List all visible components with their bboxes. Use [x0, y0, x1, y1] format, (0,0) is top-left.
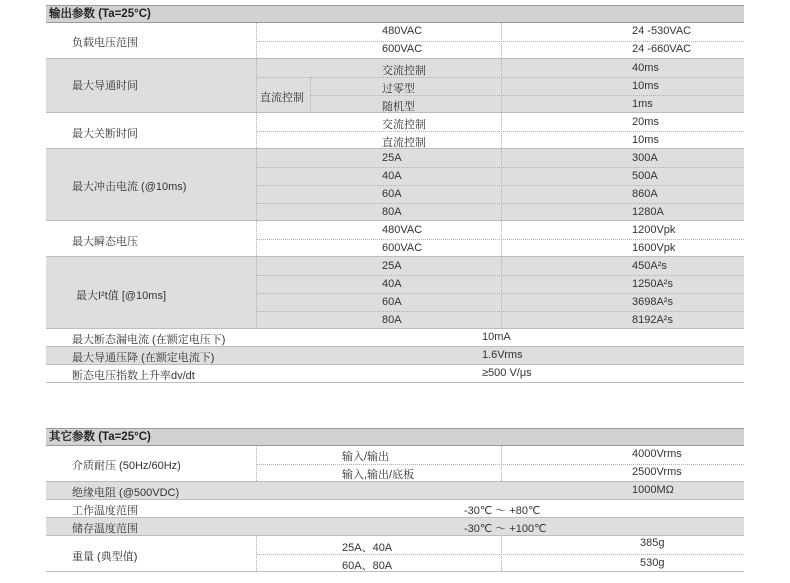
- spec-cell: 25A: [382, 260, 402, 272]
- value-cell: 10ms: [632, 134, 659, 146]
- dv-dt-label: 断态电压指数上升率dv/dt: [72, 370, 195, 382]
- spec-cell: 直流控制: [382, 137, 426, 149]
- value-cell: 40ms: [632, 62, 659, 74]
- value-cell: 24 -660VAC: [632, 43, 692, 55]
- output-section-title: 输出参数 (Ta=25°C): [46, 5, 744, 23]
- spec-cell: 600VAC: [382, 43, 423, 55]
- load-voltage-label: 负载电压范围: [72, 37, 138, 49]
- spec-cell: 25A、40A: [342, 542, 393, 554]
- dv-dt-value: ≥500 V/μs: [482, 367, 532, 379]
- dielectric-label: 介质耐压 (50Hz/60Hz): [72, 460, 181, 472]
- value-cell: 500A: [632, 170, 658, 182]
- operating-temp-value: -30℃ ～ +80℃: [464, 505, 541, 517]
- max-i2t-group: [46, 257, 744, 329]
- insulation-label: 绝缘电阻 (@500VDC): [72, 487, 180, 499]
- max-off-time-group: [46, 113, 744, 149]
- spec-cell: 输入,输出/底板: [342, 469, 415, 481]
- operating-temp-label: 工作温度范围: [72, 505, 138, 517]
- on-voltage-drop-label: 最大导通压降 (在额定电流下): [72, 352, 215, 364]
- spec-cell: 80A: [382, 314, 402, 326]
- spec-cell: 60A: [382, 296, 402, 308]
- dc-control-sublabel: 直流控制: [260, 92, 304, 104]
- value-cell: 24 -530VAC: [632, 25, 692, 37]
- spec-cell: 60A、80A: [342, 560, 393, 572]
- dielectric-group: [46, 446, 744, 482]
- value-cell: 300A: [632, 152, 658, 164]
- max-transient-voltage-label: 最大瞬态电压: [72, 236, 138, 248]
- value-cell: 530g: [640, 557, 665, 569]
- value-cell: 450A²s: [632, 260, 667, 272]
- spec-cell: 输入/输出: [342, 451, 390, 463]
- spec-cell: 40A: [382, 170, 402, 182]
- on-voltage-drop-value: 1.6Vrms: [482, 349, 523, 361]
- value-cell: 4000Vrms: [632, 448, 682, 460]
- value-cell: 385g: [640, 537, 665, 549]
- value-cell: 1ms: [632, 98, 653, 110]
- off-leakage-label: 最大断态漏电流 (在额定电压下): [72, 334, 226, 346]
- insulation-value: 1000MΩ: [632, 484, 674, 496]
- operating-temp-row: [46, 500, 744, 518]
- spec-cell: 60A: [382, 188, 402, 200]
- value-cell: 1280A: [632, 206, 664, 218]
- spec-cell: 40A: [382, 278, 402, 290]
- value-cell: 2500Vrms: [632, 466, 682, 478]
- max-surge-current-group: [46, 149, 744, 221]
- dv-dt-row: [46, 365, 744, 383]
- off-leakage-value: 10mA: [482, 331, 511, 343]
- weight-label: 重量 (典型值): [72, 551, 138, 563]
- max-on-time-group: [46, 59, 744, 113]
- value-cell: 1250A²s: [632, 278, 673, 290]
- spec-cell: 交流控制: [382, 119, 426, 131]
- spec-cell: 480VAC: [382, 224, 423, 236]
- other-parameters-table: [46, 428, 744, 578]
- value-cell: 1600Vpk: [632, 242, 676, 254]
- spec-cell: 过零型: [382, 83, 415, 95]
- storage-temp-value: -30℃ ～ +100℃: [464, 523, 547, 535]
- other-section-title: 其它参数 (Ta=25°C): [46, 428, 744, 446]
- spec-cell: 25A: [382, 152, 402, 164]
- weight-group: [46, 536, 744, 572]
- spec-cell: 随机型: [382, 101, 415, 113]
- value-cell: 3698A²s: [632, 296, 673, 308]
- value-cell: 1200Vpk: [632, 224, 676, 236]
- max-surge-current-label: 最大冲击电流 (@10ms): [72, 181, 187, 193]
- max-transient-voltage-group: [46, 221, 744, 257]
- value-cell: 8192A²s: [632, 314, 673, 326]
- spec-cell: 480VAC: [382, 25, 423, 37]
- value-cell: 10ms: [632, 80, 659, 92]
- max-i2t-label: 最大I²t值 [@10ms]: [76, 290, 167, 302]
- max-off-time-label: 最大关断时间: [72, 128, 138, 140]
- insulation-row: [46, 482, 744, 500]
- value-cell: 20ms: [632, 116, 659, 128]
- spec-cell: 600VAC: [382, 242, 423, 254]
- spec-cell: 交流控制: [382, 65, 426, 77]
- spec-cell: 80A: [382, 206, 402, 218]
- value-cell: 860A: [632, 188, 658, 200]
- storage-temp-label: 储存温度范围: [72, 523, 138, 535]
- max-on-time-label: 最大导通时间: [72, 80, 138, 92]
- on-voltage-drop-row: [46, 347, 744, 365]
- storage-temp-row: [46, 518, 744, 536]
- load-voltage-group: [46, 23, 744, 59]
- output-parameters-table: [46, 5, 744, 380]
- off-leakage-row: [46, 329, 744, 347]
